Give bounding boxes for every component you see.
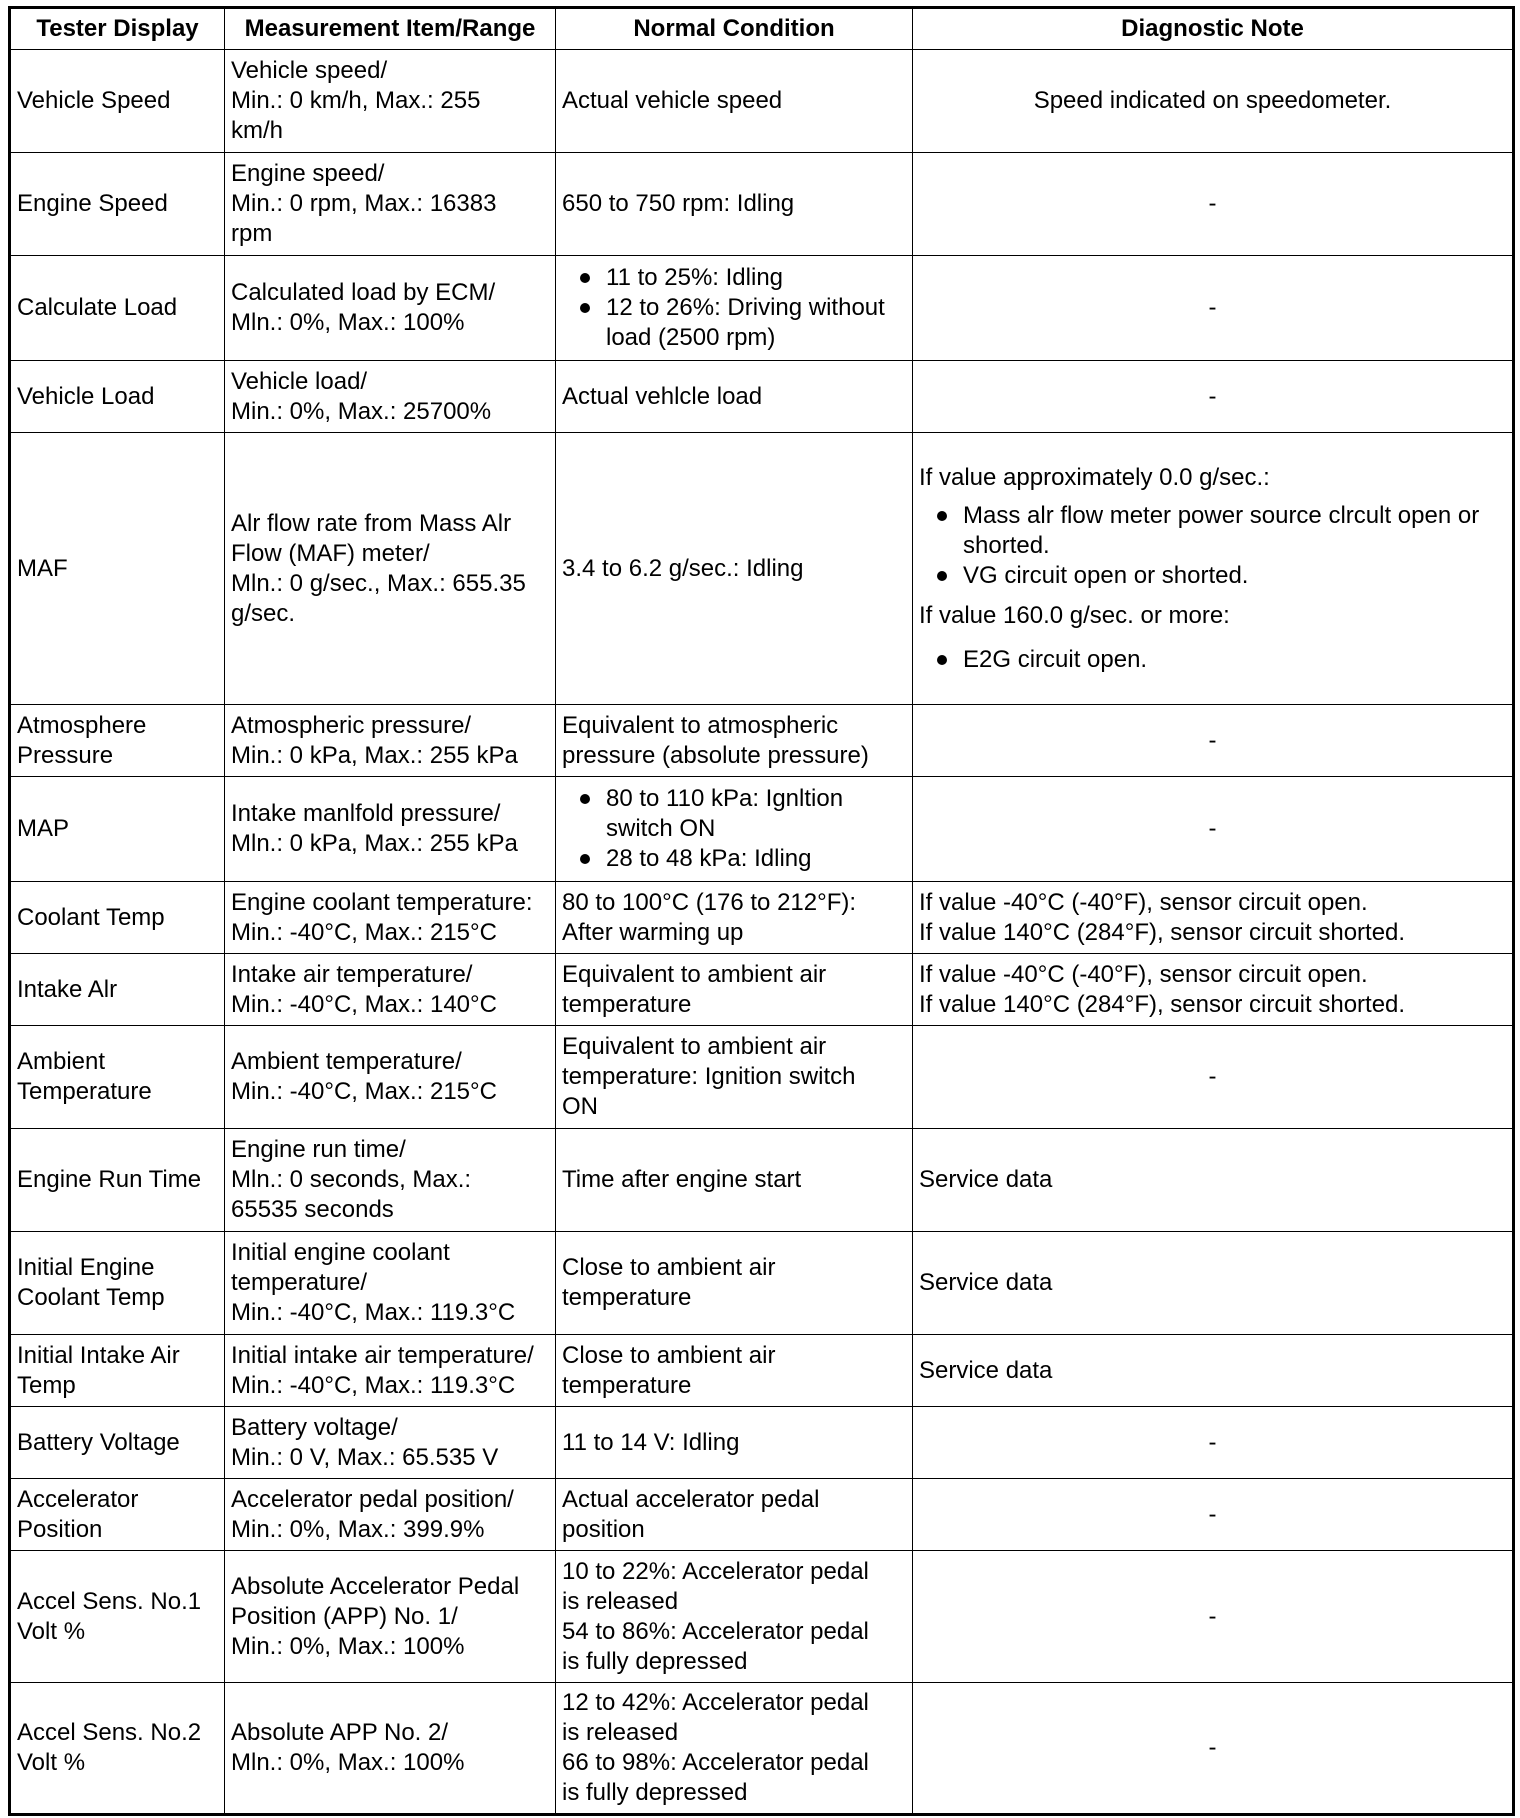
measurement-line: Mln.: 0%, Max.: 100% <box>231 309 465 336</box>
header-normal-condition: Normal Condition <box>556 8 913 50</box>
measurement-line: Min.: 0 V, Max.: 65.535 V <box>231 1443 499 1471</box>
measurement-line: Min.: 0%, Max.: 100% <box>231 1632 465 1660</box>
tester-line: Ambient <box>17 1048 106 1075</box>
normal-condition-cell <box>556 705 913 777</box>
normal-line: 80 to 100°C (176 to 212°F): <box>562 888 857 916</box>
tester-display-cell: Engine Speed <box>10 153 225 256</box>
measurement-cell <box>225 153 556 256</box>
diagnostic-note-cell <box>913 954 1514 1026</box>
measurement-line: km/h <box>231 117 284 144</box>
normal-line: pressure (absolute pressure) <box>562 741 869 769</box>
tester-display-cell <box>10 1551 225 1683</box>
list-item: E2G circuit open. <box>919 645 1506 675</box>
note-line: If value 140°C (284°F), sensor circuit shorted. <box>919 918 1406 946</box>
diagnostic-note-cell: Service data <box>913 1232 1514 1335</box>
tester-display-cell <box>10 1479 225 1551</box>
normal-condition-cell <box>556 1232 913 1335</box>
normal-line: position <box>562 1515 645 1543</box>
measurement-cell <box>225 1026 556 1129</box>
normal-condition-cell <box>556 882 913 954</box>
diagnostic-note-cell: - <box>913 1683 1514 1815</box>
measurement-line: Ambient temperature/ <box>231 1048 462 1075</box>
tester-line: Accel Sens. No.1 <box>17 1587 202 1615</box>
measurement-cell <box>225 256 556 361</box>
table-row <box>10 882 1514 954</box>
measurement-line: Vehicle speed/ <box>231 57 388 84</box>
diagnostic-note-cell: - <box>913 1026 1514 1129</box>
measurement-cell <box>225 1479 556 1551</box>
tester-display-cell <box>10 1026 225 1129</box>
normal-condition-cell <box>556 777 913 882</box>
normal-line: is fully depressed <box>562 1779 748 1806</box>
tester-line: Accel Sens. No.2 <box>17 1719 202 1746</box>
table-row <box>10 1551 1514 1683</box>
table-row <box>10 1129 1514 1232</box>
measurement-cell <box>225 1129 556 1232</box>
diagnostic-note-cell: - <box>913 705 1514 777</box>
measurement-line: Absolute Accelerator Pedal <box>231 1572 520 1600</box>
tester-line: Atmosphere <box>17 711 147 739</box>
measurement-line: Intake air temperature/ <box>231 960 473 988</box>
list-item: 12 to 26%: Driving without load (2500 rpm) <box>562 293 906 353</box>
diagnostic-note-cell: - <box>913 361 1514 433</box>
measurement-cell <box>225 1335 556 1407</box>
normal-condition-list <box>562 263 906 353</box>
header-diagnostic-note: Diagnostic Note <box>913 8 1514 50</box>
measurement-line: Intake manlfold pressure/ <box>231 800 501 827</box>
diagnostic-note-cell: Speed indicated on speedometer. <box>913 50 1514 153</box>
note-line: If value 140°C (284°F), sensor circuit shorted. <box>919 990 1406 1018</box>
normal-line: After warming up <box>562 918 744 946</box>
note-line: If value -40°C (-40°F), sensor circuit open. <box>919 960 1368 988</box>
tester-line: Temperature <box>17 1078 152 1105</box>
table-row <box>10 705 1514 777</box>
tester-display-cell: Battery Voltage <box>10 1407 225 1479</box>
measurement-line: rpm <box>231 220 273 247</box>
list-item: 80 to 110 kPa: Ignltion switch ON <box>562 784 906 844</box>
header-row <box>10 8 1514 50</box>
normal-line: 12 to 42%: Accelerator pedal <box>562 1689 869 1716</box>
measurement-line: Flow (MAF) meter/ <box>231 539 430 567</box>
measurement-cell <box>225 1407 556 1479</box>
normal-condition-cell <box>556 954 913 1026</box>
tester-line: Initial Intake Air <box>17 1341 180 1369</box>
tester-line: Pressure <box>17 741 114 769</box>
diagnostic-note-cell <box>913 882 1514 954</box>
tester-line: Temp <box>17 1371 76 1399</box>
normal-line: Equivalent to ambient air <box>562 1033 827 1060</box>
diagnostic-note-cell: - <box>913 256 1514 361</box>
measurement-line: Vehicle load/ <box>231 367 368 395</box>
measurement-cell <box>225 705 556 777</box>
diagnostic-note-cell: - <box>913 153 1514 256</box>
page <box>8 6 1515 1816</box>
diagnostic-note-cell: Service data <box>913 1335 1514 1407</box>
table-row <box>10 153 1514 256</box>
header-measurement: Measurement Item/Range <box>225 8 556 50</box>
measurement-line: Min.: -40°C, Max.: 215°C <box>231 1078 497 1105</box>
normal-line: ON <box>562 1093 598 1120</box>
diagnostic-note-cell: - <box>913 1407 1514 1479</box>
normal-line: 10 to 22%: Accelerator pedal <box>562 1557 869 1585</box>
normal-condition-cell <box>556 1683 913 1815</box>
measurement-line: Position (APP) No. 1/ <box>231 1602 458 1630</box>
tester-display-cell <box>10 1232 225 1335</box>
measurement-line: Engine speed/ <box>231 160 385 187</box>
measurement-line: Initial engine coolant <box>231 1239 450 1266</box>
table-row <box>10 433 1514 705</box>
table-row <box>10 1026 1514 1129</box>
measurement-line: Min.: -40°C, Max.: 119.3°C <box>231 1299 516 1326</box>
list-item: 11 to 25%: Idling <box>562 263 906 293</box>
measurement-cell <box>225 433 556 705</box>
normal-line: 54 to 86%: Accelerator pedal <box>562 1617 869 1645</box>
tester-display-cell: MAP <box>10 777 225 882</box>
normal-line: 66 to 98%: Accelerator pedal <box>562 1749 869 1776</box>
measurement-line: 65535 seconds <box>231 1196 394 1223</box>
normal-condition-cell <box>556 1551 913 1683</box>
tester-line: Coolant Temp <box>17 1284 165 1311</box>
tester-display-cell <box>10 1683 225 1815</box>
list-item: 28 to 48 kPa: Idling <box>562 844 906 874</box>
measurement-line: g/sec. <box>231 599 296 627</box>
normal-line: temperature <box>562 1284 692 1311</box>
tester-display-cell <box>10 705 225 777</box>
tester-line: Volt % <box>17 1617 86 1645</box>
diagnostic-note-cell: - <box>913 1551 1514 1683</box>
diagnostic-note-cell: - <box>913 1479 1514 1551</box>
measurement-line: Min.: 0%, Max.: 25700% <box>231 397 492 425</box>
tester-display-cell: Vehicle Load <box>10 361 225 433</box>
normal-line: Close to ambient air <box>562 1341 776 1369</box>
tester-display-cell <box>10 1335 225 1407</box>
measurement-line: Mln.: 0 kPa, Max.: 255 kPa <box>231 830 518 857</box>
diagnostic-note-cell: - <box>913 777 1514 882</box>
tester-display-cell: Intake Alr <box>10 954 225 1026</box>
measurement-line: Initial intake air temperature/ <box>231 1341 534 1369</box>
normal-condition-cell: Actual vehicle speed <box>556 50 913 153</box>
list-item: Mass alr flow meter power source clrcult open or shorted. <box>919 501 1506 561</box>
measurement-line: Min.: -40°C, Max.: 119.3°C <box>231 1371 516 1399</box>
measurement-line: temperature/ <box>231 1269 368 1296</box>
tester-display-cell: Engine Run Time <box>10 1129 225 1232</box>
normal-line: temperature <box>562 1371 692 1399</box>
normal-condition-cell <box>556 1026 913 1129</box>
measurement-line: Battery voltage/ <box>231 1413 398 1441</box>
measurement-cell <box>225 777 556 882</box>
tester-display-cell: MAF <box>10 433 225 705</box>
measurement-line: Mln.: 0%, Max.: 100% <box>231 1749 465 1776</box>
tester-display-cell: Coolant Temp <box>10 882 225 954</box>
normal-condition-cell: 650 to 750 rpm: Idling <box>556 153 913 256</box>
normal-line: is released <box>562 1719 679 1746</box>
measurement-line: Min.: 0%, Max.: 399.9% <box>231 1515 485 1543</box>
normal-condition-cell <box>556 1335 913 1407</box>
normal-line: temperature <box>562 990 692 1018</box>
measurement-line: Mln.: 0 seconds, Max.: <box>231 1166 472 1193</box>
measurement-cell <box>225 50 556 153</box>
measurement-line: Alr flow rate from Mass Alr <box>231 509 512 537</box>
measurement-cell <box>225 882 556 954</box>
table-row <box>10 1232 1514 1335</box>
normal-line: Close to ambient air <box>562 1254 776 1281</box>
normal-condition-cell: 11 to 14 V: Idling <box>556 1407 913 1479</box>
normal-line: is fully depressed <box>562 1647 748 1675</box>
note-list <box>919 501 1506 591</box>
measurement-line: Absolute APP No. 2/ <box>231 1719 449 1746</box>
measurement-line: Min.: 0 kPa, Max.: 255 kPa <box>231 741 518 769</box>
measurement-cell <box>225 954 556 1026</box>
tester-display-cell: Vehicle Speed <box>10 50 225 153</box>
normal-condition-cell <box>556 256 913 361</box>
normal-line: Equivalent to atmospheric <box>562 711 839 739</box>
normal-condition-cell: Actual vehlcle load <box>556 361 913 433</box>
measurement-cell <box>225 1683 556 1815</box>
table-row <box>10 361 1514 433</box>
normal-condition-cell: Time after engine start <box>556 1129 913 1232</box>
note-line: If value -40°C (-40°F), sensor circuit open. <box>919 888 1368 916</box>
note-list <box>919 645 1506 675</box>
tester-line: Accelerator <box>17 1485 139 1513</box>
note-paragraph: If value approximately 0.0 g/sec.: <box>919 463 1270 491</box>
normal-line: Equivalent to ambient air <box>562 960 827 988</box>
table-row <box>10 1335 1514 1407</box>
measurement-line: Accelerator pedal position/ <box>231 1485 514 1513</box>
table-row <box>10 256 1514 361</box>
measurement-cell <box>225 1551 556 1683</box>
tester-line: Initial Engine <box>17 1254 155 1281</box>
measurement-cell <box>225 361 556 433</box>
normal-condition-cell: 3.4 to 6.2 g/sec.: Idling <box>556 433 913 705</box>
normal-condition-list <box>562 784 906 874</box>
measurement-cell <box>225 1232 556 1335</box>
table-row <box>10 1683 1514 1815</box>
measurement-line: Min.: -40°C, Max.: 140°C <box>231 990 497 1018</box>
measurement-line: Min.: 0 km/h, Max.: 255 <box>231 87 481 114</box>
table-row <box>10 954 1514 1026</box>
tester-line: Volt % <box>17 1749 86 1776</box>
diagnostic-note-cell <box>913 433 1514 705</box>
tester-line: Position <box>17 1515 103 1543</box>
normal-line: Actual accelerator pedal <box>562 1485 820 1513</box>
header-tester-display: Tester Display <box>10 8 225 50</box>
normal-line: is released <box>562 1587 679 1615</box>
measurement-line: Engine coolant temperature: <box>231 888 533 916</box>
normal-line: temperature: Ignition switch <box>562 1063 856 1090</box>
diagnostic-note-cell: Service data <box>913 1129 1514 1232</box>
list-item: VG circuit open or shorted. <box>919 561 1506 591</box>
note-paragraph: If value 160.0 g/sec. or more: <box>919 601 1230 629</box>
measurement-line: Min.: -40°C, Max.: 215°C <box>231 918 497 946</box>
table-row <box>10 777 1514 882</box>
table-row <box>10 50 1514 153</box>
table-row <box>10 1479 1514 1551</box>
data-list-table <box>8 6 1515 1816</box>
normal-condition-cell <box>556 1479 913 1551</box>
table-row <box>10 1407 1514 1479</box>
measurement-line: Atmospheric pressure/ <box>231 711 472 739</box>
measurement-line: Calculated load by ECM/ <box>231 279 496 306</box>
tester-display-cell: Calculate Load <box>10 256 225 361</box>
measurement-line: Mln.: 0 g/sec., Max.: 655.35 <box>231 569 526 597</box>
measurement-line: Engine run time/ <box>231 1136 406 1163</box>
measurement-line: Min.: 0 rpm, Max.: 16383 <box>231 190 497 217</box>
